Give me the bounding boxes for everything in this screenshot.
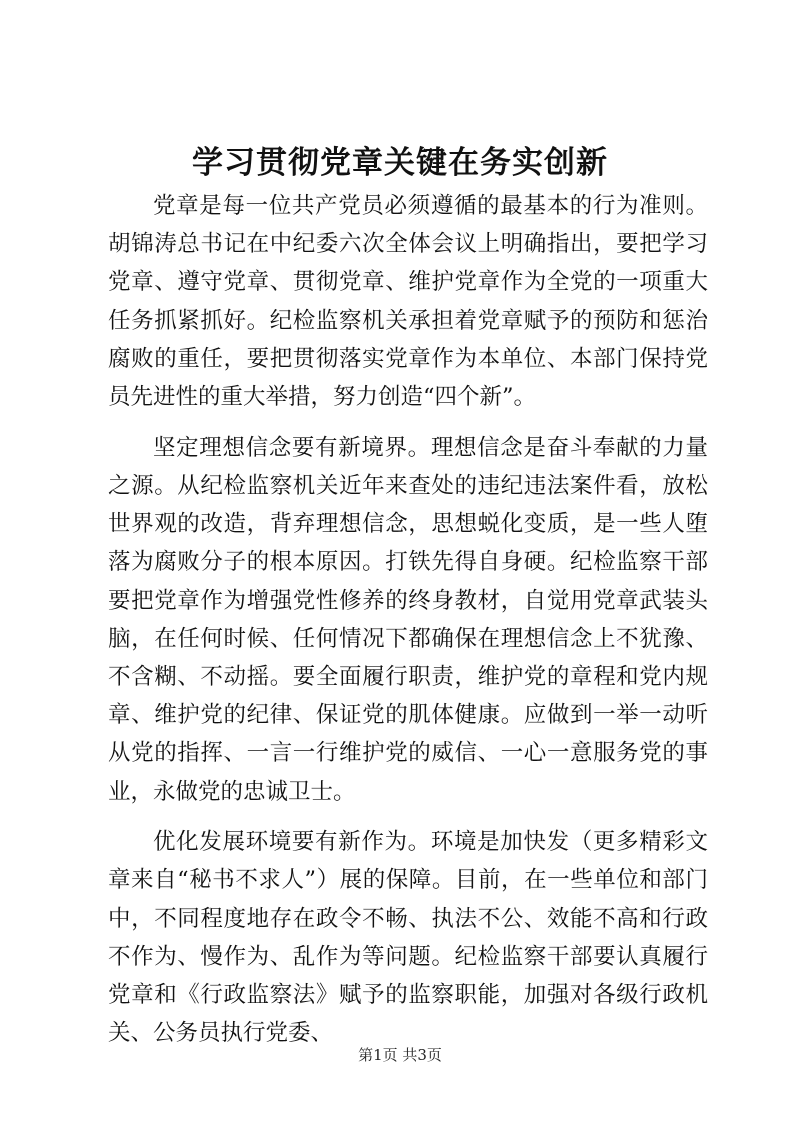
document-title: 学习贯彻党章关键在务实创新 (192, 145, 608, 181)
paragraph-environment: 优化发展环境要有新作为。环境是加快发（更多精彩文章来自“秘书不求人”）展的保障。目前，在一些单位和部门中，不同程度地存在政令不畅、执法不公、效能不高和行政不作为、慢作为、乱作为等问题。纪检监察干部要认真履行党章和《行政监察法》赋予的监察职能，加强对各级行政机关、公务员执行党委、 (108, 829, 708, 1047)
paragraph-ideals: 坚定理想信念要有新境界。理想信念是奋斗奉献的力量之源。从纪检监察机关近年来查处的违纪违法案件看，放松世界观的改造，背弃理想信念，思想蜕化变质，是一些人堕落为腐败分子的根本原因。打铁先得自身硬。纪检监察干部要把党章作为增强党性修养的终身教材，自觉用党章武装头脑，在任何时候、任何情况下都确保在理想信念上不犹豫、不含糊、不动摇。要全面履行职责，维护党的章程和党内规章、维护党的纪律、保证党的肌体健康。应做到一举一动听从党的指挥、一言一行维护党的威信、一心一意服务党的事业，永做党的忠诚卫士。 (108, 434, 708, 805)
paragraph-intro: 党章是每一位共产党员必须遵循的最基本的行为准则。胡锦涛总书记在中纪委六次全体会议上明确指出，要把学习党章、遵守党章、贯彻党章、维护党章作为全党的一项重大任务抓紧抓好。纪检监察机关承担着党章赋予的预防和惩治腐败的重任，要把贯彻落实党章作为本单位、本部门保持党员先进性的重大举措，努力创造“四个新”。 (108, 193, 708, 411)
document-body (108, 187, 708, 1052)
page-number-footer: 第1页 共3页 (358, 1046, 442, 1064)
